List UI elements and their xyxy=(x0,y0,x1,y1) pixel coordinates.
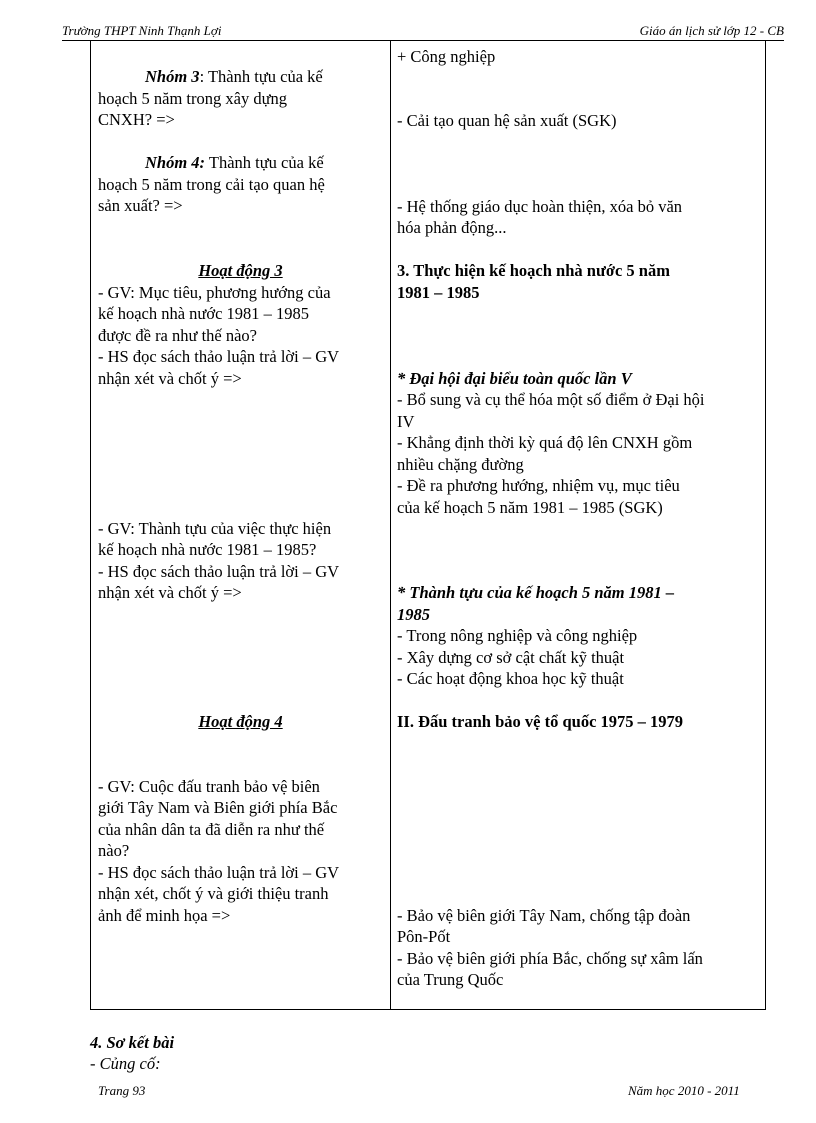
school-name: Trường THPT Ninh Thạnh Lợi xyxy=(62,23,222,38)
cong-nghiep: + Công nghiệp xyxy=(397,47,496,66)
giao-duc-line2: hóa phản động... xyxy=(397,218,507,237)
dai-hoi-item3-line2: của kế hoạch 5 năm 1981 – 1985 (SGK) xyxy=(397,498,663,517)
nhom3-line2: hoạch 5 năm trong xây dựng xyxy=(98,89,288,108)
dai-hoi-item2-line1: - Khẳng định thời kỳ quá độ lên CNXH gồm xyxy=(397,433,693,452)
hd3-hs2-line2: nhận xét và chốt ý => xyxy=(98,583,242,602)
column-divider xyxy=(390,41,391,1009)
nhom4-line1: Nhóm 4: Thành tựu của kế xyxy=(145,153,324,172)
thanh-tuu-heading: * Thành tựu của kế hoạch 5 năm 1981 – xyxy=(397,583,675,602)
hoat-dong-4-title: Hoạt động 4 xyxy=(198,712,283,731)
bien-gioi-item1-line2: Pôn-Pốt xyxy=(397,927,451,946)
dai-hoi-item1-line1: - Bổ sung và cụ thể hóa một số điểm ở Đại hội xyxy=(397,390,705,409)
hd4-gv-line4: nào? xyxy=(98,841,130,860)
bien-gioi-item2-line2: của Trung Quốc xyxy=(397,970,504,989)
cung-co-label: - Củng cố: xyxy=(90,1054,161,1073)
thanh-tuu-item3: - Các hoạt động khoa học kỹ thuật xyxy=(397,669,624,688)
section-4-heading: 4. Sơ kết bài xyxy=(90,1033,175,1052)
cai-tao-quan-he: - Cải tạo quan hệ sản xuất (SGK) xyxy=(397,111,617,130)
nhom3-line3: CNXH? => xyxy=(98,110,175,129)
hd4-gv-line3: của nhân dân ta đã diễn ra như thế xyxy=(98,820,325,839)
hoat-dong-3-title: Hoạt động 3 xyxy=(198,261,283,280)
section-3-years: 1981 – 1985 xyxy=(397,283,480,302)
school-year: Năm học 2010 - 2011 xyxy=(628,1083,740,1098)
hd4-hs-line1: - HS đọc sách thảo luận trả lời – GV xyxy=(98,863,340,882)
hd3-gv2-line2: kế hoạch nhà nước 1981 – 1985? xyxy=(98,540,317,559)
hd3-hs1-line1: - HS đọc sách thảo luận trả lời – GV xyxy=(98,347,340,366)
hd3-gv1-line2: kế hoạch nhà nước 1981 – 1985 xyxy=(98,304,310,323)
section-II-heading: II. Đấu tranh bảo vệ tổ quốc 1975 – 1979 xyxy=(397,712,684,731)
lesson-title: Giáo án lịch sử lớp 12 - CB xyxy=(639,23,784,38)
bien-gioi-item1-line1: - Bảo vệ biên giới Tây Nam, chống tập đoàn xyxy=(397,906,691,925)
nhom3-line1: Nhóm 3: Thành tựu của kế xyxy=(145,67,323,86)
page-header xyxy=(62,24,784,41)
dai-hoi-item1-line2: IV xyxy=(397,412,415,431)
giao-duc-line1: - Hệ thống giáo dục hoàn thiện, xóa bỏ văn xyxy=(397,197,683,216)
hd3-hs2-line1: - HS đọc sách thảo luận trả lời – GV xyxy=(98,562,340,581)
thanh-tuu-item2: - Xây dựng cơ sở cật chất kỹ thuật xyxy=(397,648,625,667)
hd3-hs1-line2: nhận xét và chốt ý => xyxy=(98,369,242,388)
hd4-gv-line2: giới Tây Nam và Biên giới phía Bắc xyxy=(98,798,338,817)
hd3-gv1-line1: - GV: Mục tiêu, phương hướng của xyxy=(98,283,331,302)
hd4-hs-line3: ảnh để minh họa => xyxy=(98,906,231,925)
hd3-gv2-line1: - GV: Thành tựu của việc thực hiện xyxy=(98,519,332,538)
thanh-tuu-year: 1985 xyxy=(397,605,430,624)
hd3-gv1-line3: được đề ra như thế nào? xyxy=(98,326,258,345)
page-number: Trang 93 xyxy=(98,1083,146,1098)
nhom4-line3: sản xuất? => xyxy=(98,196,183,215)
dai-hoi-heading: * Đại hội đại biểu toàn quốc lần V xyxy=(397,369,632,388)
thanh-tuu-item1: - Trong nông nghiệp và công nghiệp xyxy=(397,626,638,645)
bien-gioi-item2-line1: - Bảo vệ biên giới phía Bắc, chống sự xâm lấn xyxy=(397,949,703,968)
dai-hoi-item2-line2: nhiều chặng đường xyxy=(397,455,524,474)
section-3-heading: 3. Thực hiện kế hoạch nhà nước 5 năm xyxy=(397,261,670,280)
nhom4-line2: hoạch 5 năm trong cải tạo quan hệ xyxy=(98,175,325,194)
hd4-hs-line2: nhận xét, chốt ý và giới thiệu tranh xyxy=(98,884,329,903)
lesson-table xyxy=(90,40,766,1010)
hd4-gv-line1: - GV: Cuộc đấu tranh bảo vệ biên xyxy=(98,777,320,796)
dai-hoi-item3-line1: - Đề ra phương hướng, nhiệm vụ, mục tiêu xyxy=(397,476,680,495)
